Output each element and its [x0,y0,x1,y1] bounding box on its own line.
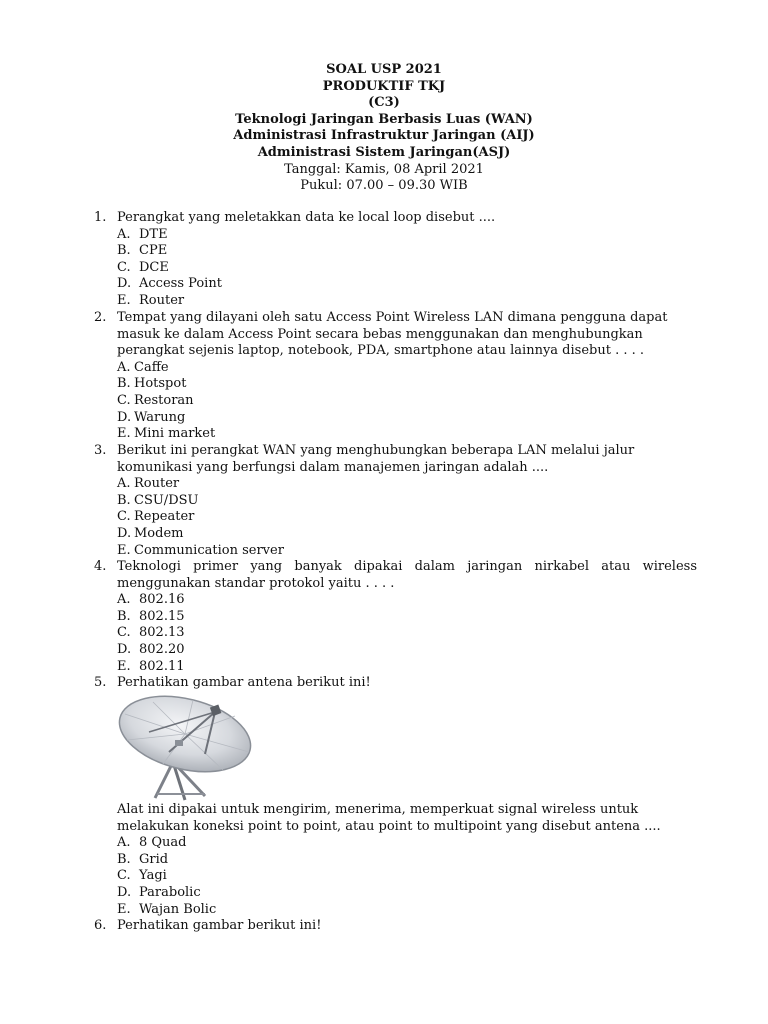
option-e: E. Mini market [117,426,216,442]
question-number: 3. [94,443,107,458]
question-text: Perhatikan gambar berikut ini! [117,918,322,933]
option-e: E. Router [117,292,185,308]
option-a: A. Caffe [117,359,169,375]
option-list [117,227,222,310]
question-text: Perhatikan gambar antena berikut ini! [117,675,371,690]
option-list [117,360,215,443]
header-course-wan: Teknologi Jaringan Berbasis Luas (WAN) [235,111,533,127]
question-text: Teknologi primer yang banyak dipakai dalam jaringan nirkabel atau wireless menggunakan standar protokol yaitu . . . . [117,559,697,591]
option-c: C. 802.13 [117,625,185,641]
option-d: D. Modem [117,525,184,541]
option-a: A. 802.16 [117,592,185,608]
option-e: E. Communication server [117,542,284,558]
header-title: SOAL USP 2021 [326,62,442,77]
option-d: D. 802.20 [117,641,185,657]
header-subject: PRODUKTIF TKJ [322,78,446,94]
header-time: Pukul: 07.00 – 09.30 WIB [300,178,468,194]
option-list [117,835,216,918]
option-b: B. Grid [117,851,169,867]
header-course-asj: Administrasi Sistem Jaringan(ASJ) [257,144,511,160]
option-list [117,476,284,559]
question-text: Tempat yang dilayani oleh satu Access Point Wireless LAN dimana pengguna dapat masuk ke dalam Access Point secara bebas menggunakan dan menghubungkan perangkat sejenis laptop, notebook, PDA, smartphone atau lainnya disebut . . . . [117,310,668,359]
question-text: Berikut ini perangkat WAN yang menghubungkan beberapa LAN melalui jalur komunikasi yang berfungsi dalam manajemen jaringan adalah .... [117,443,635,475]
parabolic-antenna-image [113,692,255,802]
question-number: 2. [94,310,107,325]
option-b: B. CPE [117,243,168,259]
option-c: C. Yagi [117,868,167,884]
option-b: B. 802.15 [117,608,185,624]
question-number: 5. [94,675,107,690]
question-number: 4. [94,559,107,574]
option-e: E. 802.11 [117,658,185,674]
option-e: E. Wajan Bolic [117,901,217,917]
option-list [117,592,185,675]
option-d: D. Parabolic [117,884,201,900]
option-c: C. Restoran [117,392,194,408]
question-followup-text: Alat ini dipakai untuk mengirim, menerima, memperkuat signal wireless untuk melakukan koneksi point to point, atau point to multipoint yang disebut antena .... [117,802,661,834]
option-c: C. DCE [117,259,169,275]
option-a: A. Router [117,476,180,492]
option-c: C. Repeater [117,509,195,525]
question-number: 1. [94,210,107,225]
question-text: Perangkat yang meletakkan data ke local loop disebut .... [117,210,496,225]
option-a: A. DTE [117,226,168,242]
option-b: B. CSU/DSU [117,492,199,508]
header-course-aij: Administrasi Infrastruktur Jaringan (AIJ) [233,128,535,144]
option-a: A. 8 Quad [117,835,187,851]
exam-header [0,62,768,195]
option-b: B. Hotspot [117,376,187,392]
header-level: (C3) [368,95,400,111]
option-d: D. Access Point [117,276,222,292]
question-number: 6. [94,918,107,933]
header-date: Tanggal: Kamis, 08 April 2021 [284,161,484,177]
option-d: D. Warung [117,409,186,425]
